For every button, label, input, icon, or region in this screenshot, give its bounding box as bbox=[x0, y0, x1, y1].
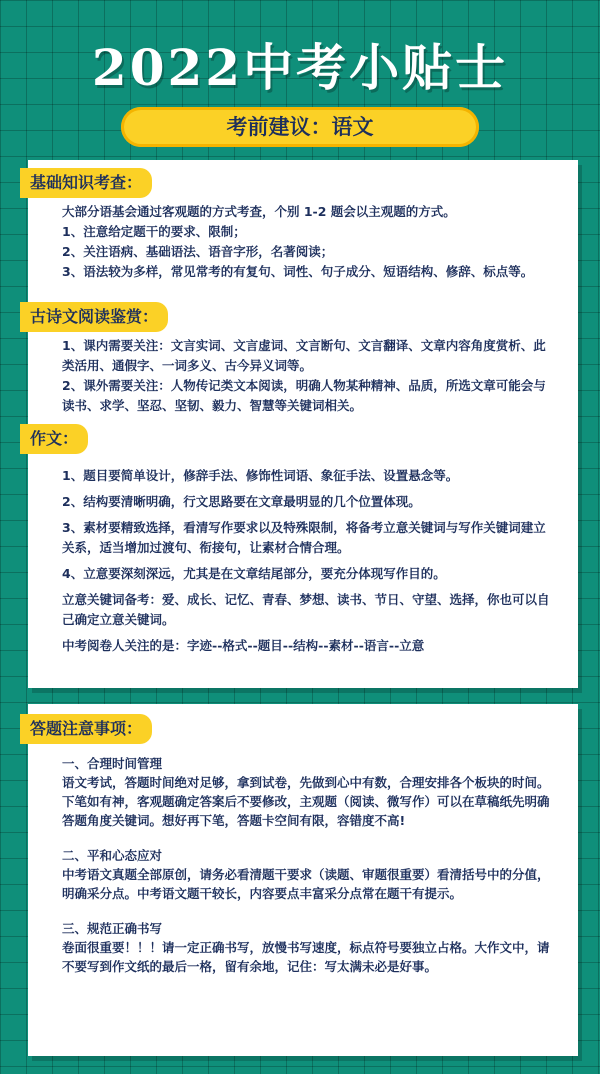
tip-heading: 三、规范正确书写 bbox=[62, 921, 163, 936]
subtitle-banner bbox=[121, 107, 479, 147]
tip-body: 语文考试，答题时间绝对足够，拿到试卷，先做到心中有数，合理安排各个板块的时间。下笔如有神，客观题确定答案后不要修改，主观题（阅读、微写作）可以在草稿纸先明确答题角度关键词。想好再下笔，答题卡空间有限，容错度不高! bbox=[62, 775, 550, 828]
tip-body: 中考语文真题全部原创，请务必看清题干要求（读题、审题很重要）看清括号中的分值，明确采分点。中考语文题干较长，内容要点丰富采分点常在题干有提示。 bbox=[62, 867, 550, 901]
poster-title: 2022中考小贴士 bbox=[91, 38, 509, 97]
section-poetry-text bbox=[62, 336, 556, 416]
text-line: 4、立意要深刻深远，尤其是在文章结尾部分，要充分体现写作目的。 bbox=[62, 566, 446, 581]
tip-heading: 一、合理时间管理 bbox=[62, 756, 163, 771]
text-line: 3、语法较为多样，常见常考的有复句、词性、句子成分、短语结构、修辞、标点等。 bbox=[62, 264, 534, 279]
section-tips-text bbox=[62, 754, 556, 976]
text-line: 1、题目要简单设计，修辞手法、修饰性词语、象征手法、设置悬念等。 bbox=[62, 468, 459, 483]
text-line: 2、结构要清晰明确，行文思路要在文章最明显的几个位置体现。 bbox=[62, 494, 421, 509]
section-label-poetry: 古诗文阅读鉴赏： bbox=[20, 302, 168, 332]
tips-card bbox=[28, 704, 578, 1056]
section-label-essay: 作文： bbox=[20, 424, 88, 454]
text-line: 3、素材要精致选择，看清写作要求以及特殊限制，将备考立意关键词与写作关键词建立关系，适当增加过渡句、衔接句，让素材合情合理。 bbox=[62, 520, 546, 555]
text-line: 2、课外需要关注：人物传记类文本阅读，明确人物某种精神、品质，所选文章可能会与读书、求学、坚忍、坚韧、毅力、智慧等关键词相关。 bbox=[62, 378, 546, 413]
text-line: 中考阅卷人关注的是：字迹--格式--题目--结构--素材--语言--立意 bbox=[62, 638, 425, 653]
section-basics-text bbox=[62, 202, 556, 282]
section-label-basics: 基础知识考查： bbox=[20, 168, 152, 198]
text-line: 1、课内需要关注：文言实词、文言虚词、文言断句、文言翻译、文章内容角度赏析、此类活用、通假字、一词多义、古今异义词等。 bbox=[62, 338, 546, 373]
text-line: 1、注意给定题干的要求、限制； bbox=[62, 224, 246, 239]
text-line: 大部分语基会通过客观题的方式考查，个别 1-2 题会以主观题的方式。 bbox=[62, 204, 456, 219]
section-essay-text bbox=[62, 466, 556, 662]
main-card bbox=[28, 160, 578, 688]
text-line: 立意关键词备考：爱、成长、记忆、青春、梦想、读书、节日、守望、选择，你也可以自己确定立意关键词。 bbox=[62, 592, 550, 627]
tip-heading: 二、平和心态应对 bbox=[62, 848, 163, 863]
section-label-tips: 答题注意事项： bbox=[20, 714, 152, 744]
text-line: 2、关注语病、基础语法、语音字形，名著阅读； bbox=[62, 244, 334, 259]
tip-body: 卷面很重要！！！请一定正确书写，放慢书写速度，标点符号要独立占格。大作文中，请不要写到作文纸的最后一格，留有余地，记住：写太满未必是好事。 bbox=[62, 940, 550, 974]
subtitle-text: 考前建议：语文 bbox=[226, 115, 374, 139]
